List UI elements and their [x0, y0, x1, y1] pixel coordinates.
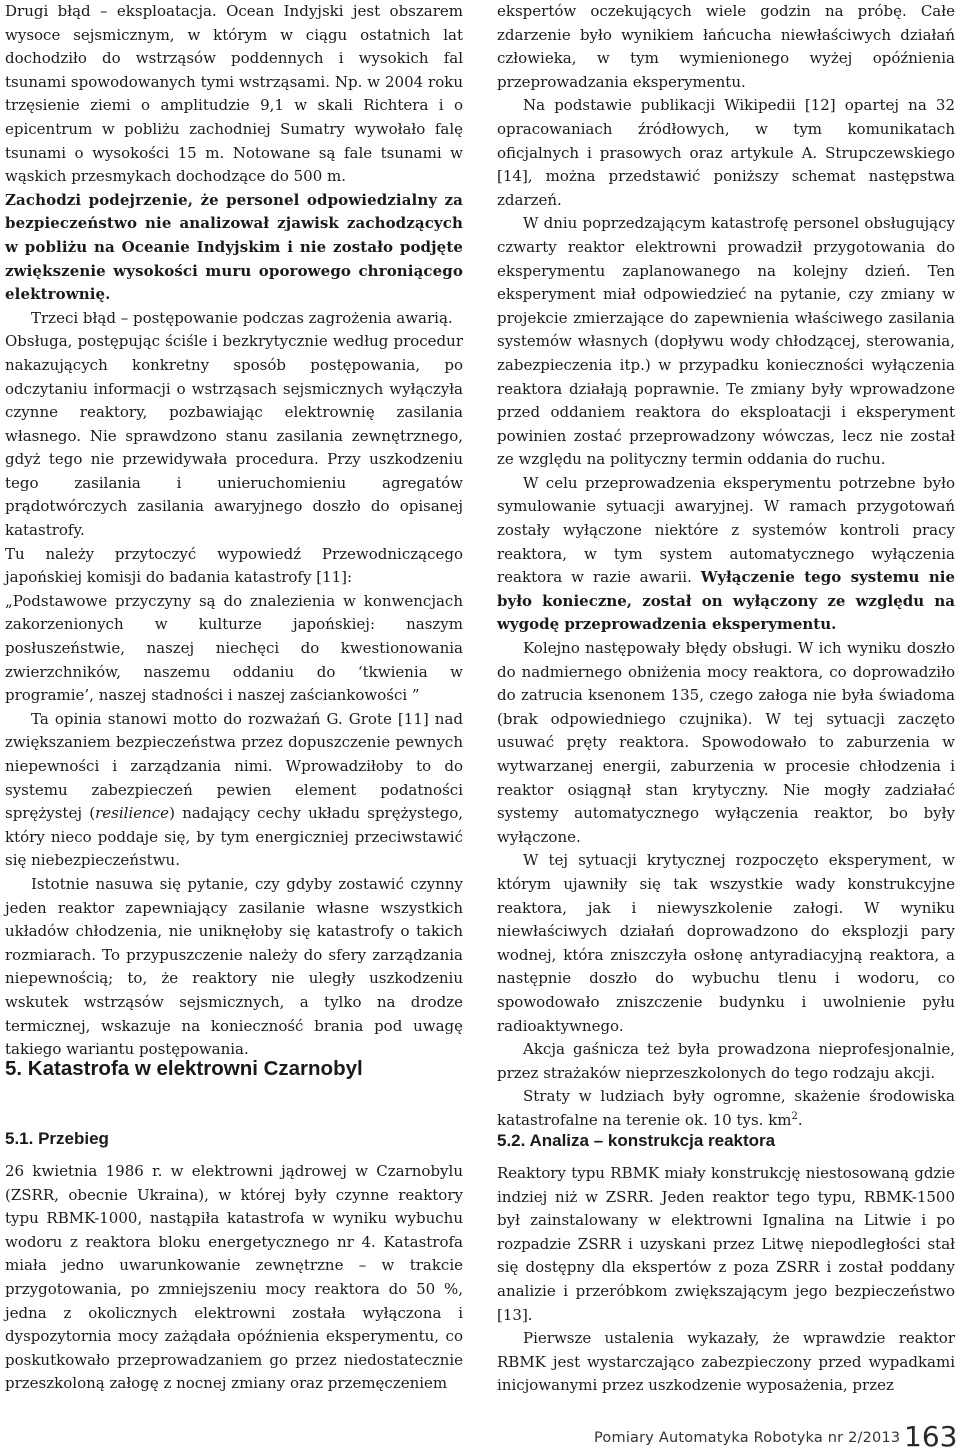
bold-paragraph: Zachodzi podejrzenie, że personel odpowiedzialny za bezpieczeństwo nie analizował zjawisk zachodzących w pobliżu na Oceanie Indyjskim i nie zostało podjęte zwiększenie wysokości muru oporowego chroniącego elektrownię. [5, 190, 463, 304]
text-span: W celu przeprowadzenia eksperymentu potrzebne było symulowanie sytuacji awaryjnej. W ramach przygotowań zostały wyłączone niektóre z systemów kontroli pracy reaktora, w tym system automatycznego wyłączenia reaktora w razie awarii. [497, 473, 955, 587]
paragraph: Tu należy przytoczyć wypowiedź Przewodniczącego japońskiej komisji do badania katastrofy [11]: [5, 544, 463, 587]
paragraph [497, 472, 955, 637]
right-column [497, 0, 955, 1133]
paragraph [5, 708, 463, 873]
journal-name: Pomiary Automatyka Robotyka [594, 1430, 823, 1446]
quote-paragraph: „Podstawowe przyczyny są do znalezienia w konwencjach zakorzenionych w kulturze japońskiej: naszym posłuszeństwie, naszej niechęci do kwestionowania zwierzchników, naszemu oddaniu do ‘tkwienia w programie’, naszej stadności i naszej zaściankowości ” [5, 591, 463, 705]
superscript: 2 [791, 1110, 798, 1122]
paragraph: W tej sytuacji krytycznej rozpoczęto eksperyment, w którym ujawniły się tak wszystkie wady konstrukcyjne reaktora, jak i niewyszkolenie załogi. W wyniku niewłaściwych działań doprowadzono do eksplozji pary wodnej, która zniszczyła osłonę antyradiacyjną reaktora, a następnie doszło do wybuchu tlenu i wodoru, co spowodowało zniszczenie budynku i uwolnienie pyłu radioaktywnego. [497, 851, 955, 1035]
paragraph: Obsługa, postępując ściśle i bezkrytycznie według procedur nakazujących konkretny sposób postępowania, po odczytaniu informacji o wstrząsach sejsmicznych wyłączyła czynne reaktory, pozbawiając elektrownię zasilania własnego. Nie sprawdzono stanu zasilania zewnętrznego, gdyż tego nie przewidywała procedura. Przy uszkodzeniu tego zasilania i unieruchomieniu agregatów prądotwórczych zasilania awaryjnego doszło do opisanej katastrofy. [5, 332, 463, 540]
right-column-bottom [497, 1162, 955, 1398]
paragraph: Istotnie nasuwa się pytanie, czy gdyby zostawić czynny jeden reaktor zapewniający zasilanie własne wszystkich układów chłodzenia, nie uniknęłoby się katastrofy o takich rozmiarach. To przypuszczenie należy do sfery zarządzania niepewnością; to, że reaktory nie uległy uszkodzeniu wskutek wstrząsów sejsmicznych, a tylko na drodze termicznej, wskazuje na konieczność brania pod uwagę takiego wariantu postępowania. [5, 874, 463, 1059]
text-span: Ta opinia stanowi motto do rozważań G. Grote [11] nad zwiększaniem bezpieczeństwa przez dopuszczenie pewnych niepewności i zarządzania nimi. Wprowadziłoby to do systemu zabezpieczeń pewien element podatności sprężystej ( [5, 709, 463, 823]
subsection-heading: 5.2. Analiza – konstrukcja reaktora [497, 1131, 776, 1150]
text-span: . [797, 1110, 803, 1129]
paragraph: Trzeci błąd – postępowanie podczas zagrożenia awarią. [31, 308, 453, 327]
paragraph: Kolejno następowały błędy obsługi. W ich wyniku doszło do nadmiernego obniżenia mocy reaktora, co doprowadziło do zatrucia ksenonem 135, czego załoga nie była świadoma (brak odpowiedniego czujnika). W tej sytuacji zaczęto usuwać pręty reaktora. Spowodowało to zaburzenia w wytwarzanej energii, zaburzenia w procesie chłodzenia i reaktor osiągnął stan krytyczny. Nie mogły zadziałać systemy automatycznego wyłączenia reaktor, bo były wyłączone. [497, 639, 955, 846]
section-heading: 5. Katastrofa w elektrowni Czarnobyl [5, 1057, 363, 1080]
left-column [5, 0, 463, 1062]
bold-span: Wyłączenie tego systemu nie było konieczne, został on wyłączony ze względu na wygodę przeprowadzenia eksperymentu. [497, 568, 955, 634]
paragraph: Pierwsze ustalenia wykazały, że wprawdzie reaktor RBMK jest wystarczająco zabezpieczony przed wypadkami inicjowanymi przez uszkodzenie wyposażenia, przez [497, 1329, 955, 1395]
paragraph: ekspertów oczekujących wiele godzin na próbę. Całe zdarzenie było wynikiem łańcucha niewłaściwych działań człowieka, w tym wymienionego wyżej opóźnienia przeprowadzania eksperymentu. [497, 2, 955, 91]
page-number: 163 [904, 1420, 958, 1453]
paragraph: W dniu poprzedzającym katastrofę personel obsługujący czwarty reaktor elektrowni prowadził przygotowania do eksperymentu zaplanowanego na kolejny dzień. Ten eksperyment miał odpowiedzieć na pytanie, czy zmiany w projekcie zmierzające do zapewnienia właściwego zasilania systemów własnych (dopływu wody chłodzącej, sterowania, zabezpieczenia itp.) w przypadku konieczności wyłączenia reaktora działają poprawnie. Te zmiany były wprowadzone przed oddaniem reaktora do eksploatacji i eksperyment powinien zostać przeprowadzony wówczas, lecz nie został ze względu na polityczny termin oddania do ruchu. [497, 214, 955, 469]
left-column-bottom [5, 1160, 463, 1396]
paragraph: Na podstawie publikacji Wikipedii [12] opartej na 32 opracowaniach źródłowych, w tym komunikatach oficjalnych i prasowych oraz artykule A. Strupczewskiego [14], można przedstawić poniższy schemat następstwa zdarzeń. [497, 96, 955, 209]
text-span: Straty w ludziach były ogromne, skażenie środowiska katastrofalne na terenie ok. 10 tys. km [497, 1087, 955, 1129]
paragraph [497, 1085, 955, 1132]
subsection-heading: 5.1. Przebieg [5, 1129, 109, 1148]
text-span: ) nadający cechy układu sprężystego, który nieco poddaje się, by tym energiczniej przeciwstawić się niebezpieczeństwu. [5, 804, 463, 870]
paragraph: Drugi błąd – eksploatacja. Ocean Indyjski jest obszarem wysoce sejsmicznym, w którym w ciągu ostatnich lat dochodziło do wstrząsów poddennych i wysokich fal tsunami spowodowanych tymi wstrząsami. Np. w 2004 roku trzęsienie ziemi o amplitudzie 9,1 w skali Richtera i o epicentrum w pobliżu zachodniej Sumatry wywołało falę tsunami o wysokości 15 m. Notowane są fale tsunami w wąskich przesmykach dochodzące do 500 m. [5, 2, 463, 186]
issue-number: nr 2/2013 [827, 1430, 901, 1446]
italic-term: resilience [95, 804, 170, 823]
journal-footer [594, 1430, 900, 1446]
paragraph: 26 kwietnia 1986 r. w elektrowni jądrowej w Czarnobylu (ZSRR, obecnie Ukraina), w której były czynne reaktory typu RBMK-1000, nastąpiła katastrofa w wyniku wybuchu wodoru z reaktora bloku energetycznego nr 4. Katastrofa miała jedno uwarunkowanie zewnętrzne – w trakcie przygotowania, po zmniejszeniu mocy reaktora do 50 %, jedna z okolicznych elektrowni została wyłączona i dyspozytornia mocy zażądała opóźnienia eksperymentu, co poskutkowało przeprowadzaniem go przez niedostatecznie przeszkoloną załogę z nocnej zmiany oraz przemęczeniem [5, 1162, 463, 1393]
paragraph: Akcja gaśnicza też była prowadzona nieprofesjonalnie, przez strażaków nieprzeszkolonych do tego rodzaju akcji. [497, 1040, 955, 1082]
paragraph: Reaktory typu RBMK miały konstrukcję niestosowaną gdzie indziej niż w ZSRR. Jeden reaktor tego typu, RBMK-1500 był zainstalowany w elektrowni Ignalina na Litwie i po rozpadzie ZSRR i uzyskani przez Litwę niepodległości stał się dostępny dla ekspertów z poza ZSRR i został poddany analizie i przeróbkom zwiększającym jego bezpieczeństwo [13]. [497, 1164, 955, 1324]
